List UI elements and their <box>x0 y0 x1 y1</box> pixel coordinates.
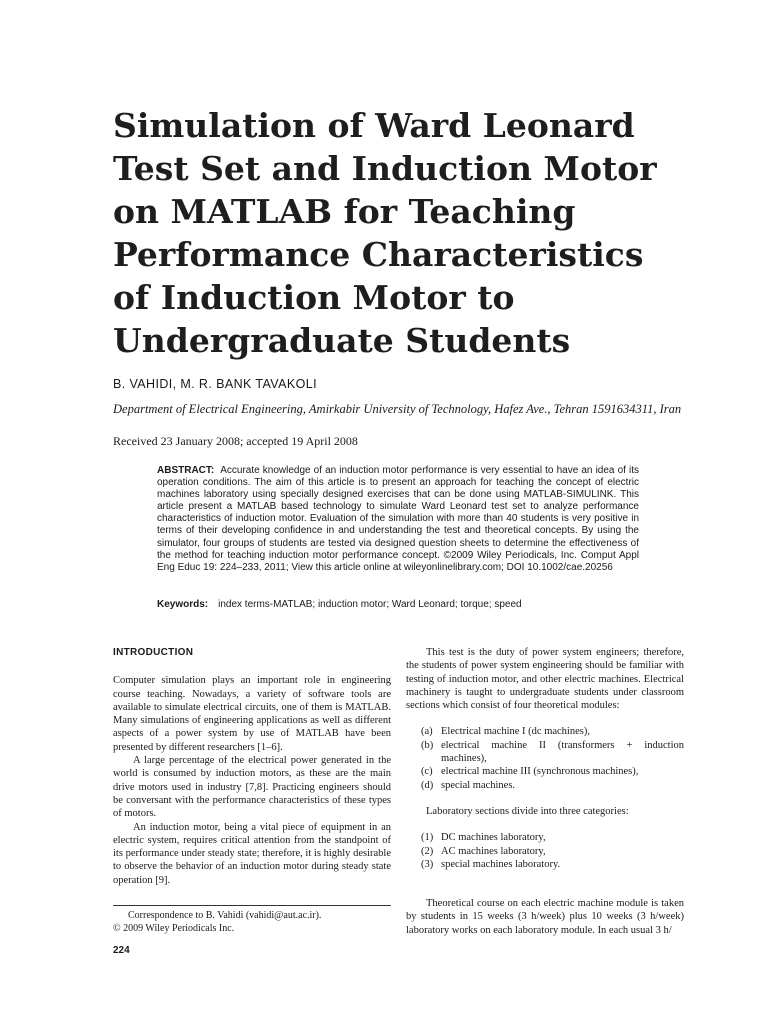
list-text: AC machines laboratory, <box>441 845 546 857</box>
list-item <box>421 858 684 871</box>
list-item <box>421 831 684 844</box>
list-text: Electrical machine I (dc machines), <box>441 726 590 738</box>
labs-list <box>406 831 684 871</box>
paragraph: Theoretical course on each electric machine module is taken by students in 15 weeks (3 h/week) plus 10 weeks (3 h/week) laboratory works on each laboratory module. In each usual 3 h/ <box>406 898 684 936</box>
title-line: Performance Characteristics <box>113 235 644 274</box>
keywords-label: Keywords: <box>157 599 209 610</box>
list-marker: (d) <box>421 779 434 791</box>
paragraph: Computer simulation plays an important role in engineering course teaching. Nowadays, a variety of software tools are available to simulate electrical circuits, one of them is MATLAB. Many simulations of engineering applications as well as different aspects of a power system by use of MATLAB have been presented by different researchers [1–6]. <box>113 675 391 753</box>
list-text: special machines. <box>441 779 516 791</box>
received-date: Received 23 January 2008; accepted 19 April 2008 <box>113 434 358 448</box>
list-text: electrical machine III (synchronous machines), <box>441 766 639 778</box>
affiliation: Department of Electrical Engineering, Amirkabir University of Technology, Hafez Ave., Tehran 1591634311, Iran <box>113 402 682 416</box>
section-heading: INTRODUCTION <box>113 647 194 658</box>
list-marker: (1) <box>421 832 434 844</box>
authors: B. VAHIDI, M. R. BANK TAVAKOLI <box>113 377 317 391</box>
paper-title <box>113 104 673 362</box>
list-marker: (c) <box>421 766 433 778</box>
title-line: Simulation of Ward Leonard <box>113 106 635 145</box>
keywords-text: index terms-MATLAB; induction motor; Ward Leonard; torque; speed <box>218 599 522 610</box>
list-item <box>421 725 684 738</box>
copyright-note: © 2009 Wiley Periodicals Inc. <box>113 923 235 934</box>
keywords <box>157 599 522 610</box>
title-line: on MATLAB for Teaching <box>113 192 576 231</box>
list-marker: (2) <box>421 845 434 857</box>
list-text: electrical machine II (transformers + induction machines), <box>441 739 684 765</box>
title-line: Test Set and Induction Motor <box>113 149 657 188</box>
abstract <box>157 465 639 574</box>
page-number: 224 <box>113 945 130 956</box>
modules-list <box>406 725 684 791</box>
list-text: DC machines laboratory, <box>441 832 546 844</box>
list-marker: (3) <box>421 858 434 870</box>
abstract-label: ABSTRACT: <box>157 465 215 476</box>
list-item <box>421 765 684 778</box>
list-item <box>421 739 684 766</box>
paragraph: A large percentage of the electrical power generated in the world is consumed by induction motors, as these are the main drive motors used in industry [7,8]. Practicing engineers should be conversant with the performance characteristics of these types of motors. <box>113 755 391 820</box>
list-item <box>421 779 684 792</box>
title-line: Undergraduate Students <box>113 321 571 360</box>
correspondence-note: Correspondence to B. Vahidi (vahidi@aut.ac.ir). <box>128 910 322 921</box>
paragraph: An induction motor, being a vital piece of equipment in an electric system, requires critical attention from the standpoint of its performance under steady state; therefore, it is highly desirable to observe the behavior of an induction motor during steady state operation [9]. <box>113 821 391 886</box>
paragraph: Laboratory sections divide into three categories: <box>426 805 629 817</box>
list-item <box>421 845 684 858</box>
list-marker: (a) <box>421 726 433 738</box>
title-line: of Induction Motor to <box>113 278 515 317</box>
right-column <box>406 646 684 937</box>
left-column <box>113 646 391 887</box>
paragraph: This test is the duty of power system engineers; therefore, the students of power system engineering should be familiar with testing of induction motor, and other electric machines. Electrical machinery is taught to undergraduate students under classroom sections which consist of four theoretical modules: <box>406 647 684 712</box>
list-text: special machines laboratory. <box>441 858 561 870</box>
list-marker: (b) <box>421 739 434 751</box>
abstract-text: Accurate knowledge of an induction motor performance is very essential to have an idea of its operation conditions. The aim of this article is to present an approach for teaching the concept of electric machines laboratory using specially designed exercises that can be done using MATLAB-SIMULINK. This article present a MATLAB based technology to simulate Ward Leonard test set to analyze performance characteristics of induction motor. Evaluation of the simulation with more than 40 students is very positive in terms of their developing confidence in and understanding the test and theoretical concepts. By using the simulator, four groups of students are tested via designed question sheets to determine the effectiveness of the method for teaching induction motor performance concept. ©2009 Wiley Periodicals, Inc. Comput Appl Eng Educ 19: 224–233, 2011; View this article online at wileyonlinelibrary.com; DOI 10.1002/cae.20256 <box>157 465 639 573</box>
footnote <box>113 905 391 935</box>
